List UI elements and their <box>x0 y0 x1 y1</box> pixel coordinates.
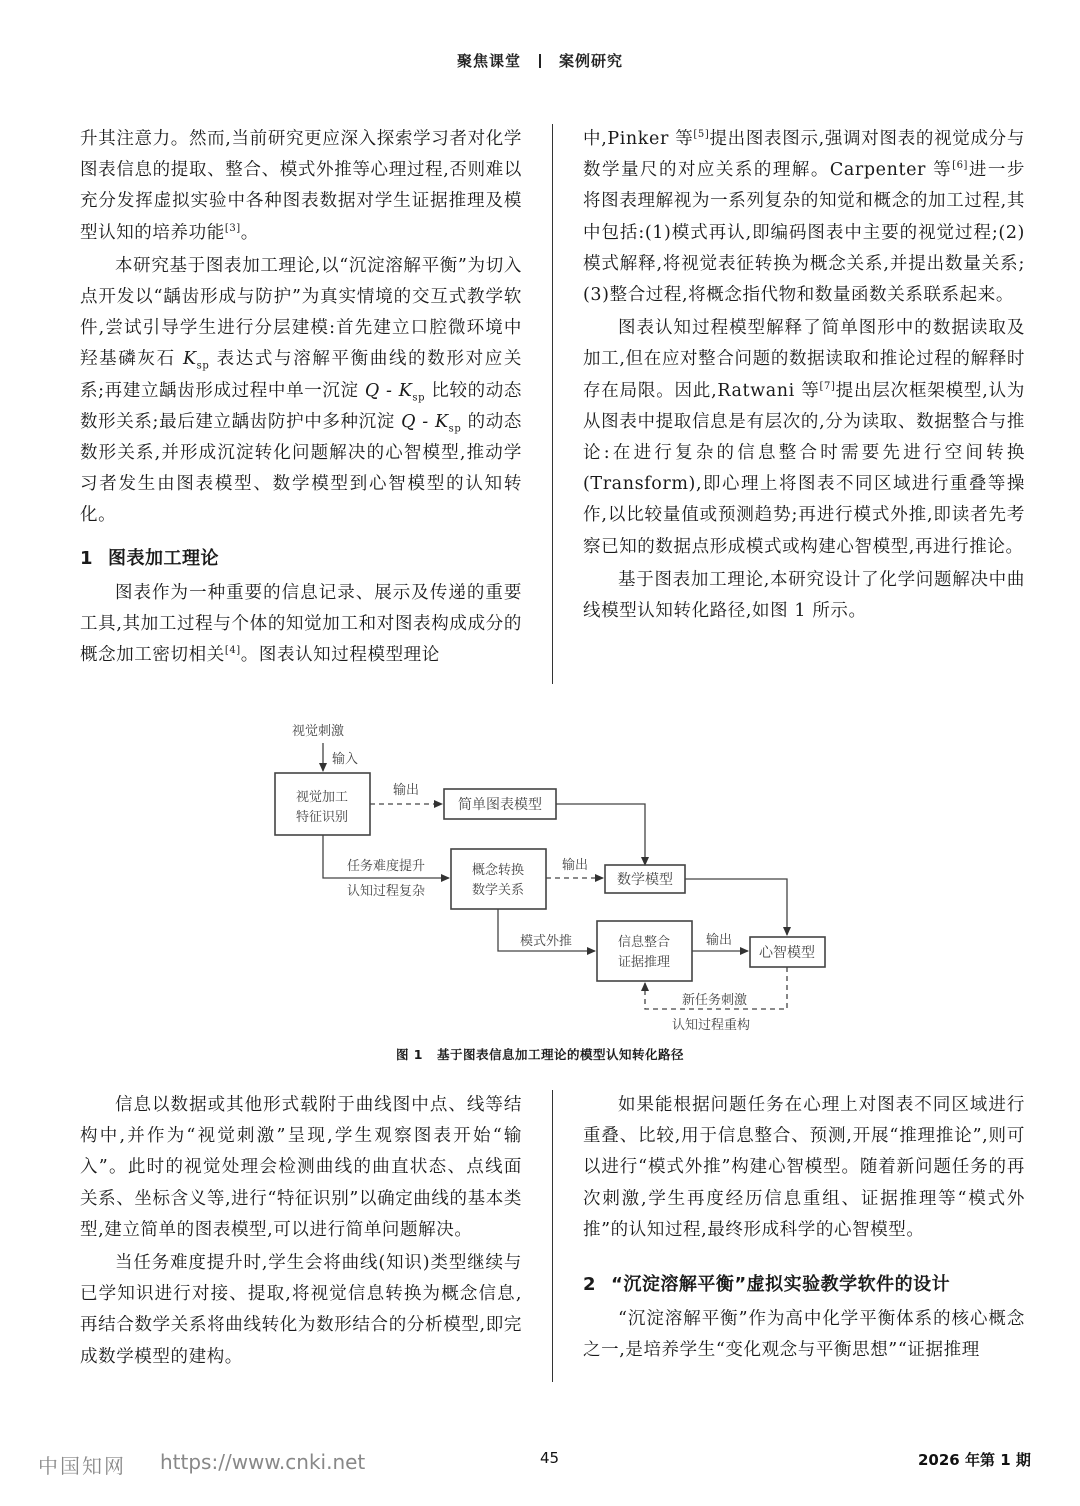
section-heading-1: 1 图表加工理论 <box>80 547 219 569</box>
cnki-brand: 中国知网 <box>38 1454 126 1478</box>
box1-line2: 特征识别 <box>295 810 349 825</box>
label-task-up: 任务难度提升 <box>347 859 426 874</box>
label-cog-rebuild: 认知过程重构 <box>672 1018 751 1033</box>
right-column-top <box>583 124 1025 627</box>
issue-label: 2026 年第 1 期 <box>918 1451 1031 1469</box>
paragraph: 中,Pinker 等[5]提出图表图示,强调对图表的视觉成分与数学量尺的对应关系的理解。Carpenter 等[6]进一步将图表理解视为一系列复杂的知觉和概念的加工过程,其中包括:(1)模式再认,即编码图表中主要的视觉过程;(2)模式解释,将视觉表征转换为概念关系,并提出数量关系;(3)整合过程,将概念指代物和数量函数关系联系起来。 <box>583 129 1025 306</box>
paragraph: 图表作为一种重要的信息记录、展示及传递的重要工具,其加工过程与个体的知觉加工和对图表构成成分的概念加工密切相关[4]。图表认知过程模型理论 <box>80 582 522 666</box>
paragraph: 基于图表加工理论,本研究设计了化学问题解决中曲线模型认知转化路径,如图 1 所示。 <box>583 569 1025 622</box>
box-info-integration <box>597 921 692 981</box>
running-header <box>0 50 1080 71</box>
label-output-2: 输出 <box>562 858 589 873</box>
label-mental-model: 心智模型 <box>759 945 815 961</box>
figure-1-diagram <box>0 705 1080 1040</box>
column-divider-bottom <box>552 1090 553 1382</box>
paragraph: 如果能根据问题任务在心理上对图表不同区域进行重叠、比较,用于信息整合、预测,开展“推理推论”,则可以进行“模式外推”构建心智模型。随着新问题任务的再次刺激,学生再度经历信息重组、证据推理等“模式外推”的认知过程,最终形成科学的心智模型。 <box>583 1095 1025 1240</box>
right-column-bottom <box>583 1090 1025 1366</box>
paragraph: 升其注意力。然而,当前研究更应深入探索学习者对化学图表信息的提取、整合、模式外推等心理过程,否则难以充分发挥虚拟实验中各种图表数据对学生证据推理及模型认知的培养功能[3]。 <box>80 129 522 243</box>
label-simple-chart-model: 简单图表模型 <box>458 797 542 813</box>
label-math-model: 数学模型 <box>617 872 673 888</box>
page-number: 45 <box>540 1449 560 1467</box>
label-cog-complex: 认知过程复杂 <box>347 884 426 899</box>
label-new-task: 新任务刺激 <box>682 993 748 1008</box>
header-section: 聚焦课堂 <box>456 52 521 70</box>
header-category: 案例研究 <box>559 52 624 70</box>
paragraph: 本研究基于图表加工理论,以“沉淀溶解平衡”为切入点开发以“龋齿形成与防护”为真实情境的交互式教学软件,尝试引导学生进行分层建模:首先建立口腔微环境中羟基磷灰石 $K_{sp}$ 表达式与溶解平衡曲线的数形对应关系;再建立龋齿形成过程中单一沉淀 Q - $K_{sp}$ 比较的动态数形关系;最后建立龋齿防护中多种沉淀 Q - $K_{sp}$ 的动态数形关系,并形成沉淀转化问题解决的心智模型,推动学习者发生由图表模型、数学模型到心智模型的认知转化。 <box>80 255 522 526</box>
column-divider-top <box>552 124 553 684</box>
label-input: 输入 <box>332 752 359 767</box>
paragraph: “沉淀溶解平衡”作为高中化学平衡体系的核心概念之一,是培养学生“变化观念与平衡思想”“证据推理 <box>583 1309 1025 1361</box>
box2-line1: 概念转换 <box>471 863 525 878</box>
label-pattern-extrap: 模式外推 <box>520 934 573 949</box>
left-column-top <box>80 124 522 671</box>
cnki-url[interactable]: https://www.cnki.net <box>160 1450 366 1474</box>
box3-line1: 信息整合 <box>617 935 671 950</box>
box-concept-conversion <box>451 849 546 909</box>
label-output-3: 输出 <box>706 933 733 948</box>
box2-line2: 数学关系 <box>471 883 525 898</box>
section-heading-2: 2 “沉淀溶解平衡”虚拟实验教学软件的设计 <box>583 1274 951 1296</box>
figure-label: 图 1 <box>395 1047 424 1062</box>
paragraph: 当任务难度提升时,学生会将曲线(知识)类型继续与已学知识进行对接、提取,将视觉信息转换为概念信息,再结合数学关系将曲线转化为数形结合的分析模型,即完成数学模型的建构。 <box>80 1253 522 1367</box>
box3-line2: 证据推理 <box>617 955 671 970</box>
label-output-1: 输出 <box>393 783 420 798</box>
label-visual-stimulus: 视觉刺激 <box>292 724 345 739</box>
chart-to-math-arrow <box>556 804 645 865</box>
box1-line1: 视觉加工 <box>295 790 349 805</box>
left-column-bottom <box>80 1090 522 1373</box>
figure-caption-text: 基于图表信息加工理论的模型认知转化路径 <box>437 1047 685 1062</box>
header-divider <box>539 54 541 68</box>
paragraph: 图表认知过程模型解释了简单图形中的数据读取及加工,但在应对整合问题的数据读取和推论过程的解释时存在局限。因此,Ratwani 等[7]提出层次框架模型,认为从图表中提取信息是有层次的,分为读取、数据整合与推论:在进行复杂的信息整合时需要先进行空间转换(Transform),即心理上将图表不同区域进行重叠等操作,以比较量值或预测趋势;再进行模式外推,即读者先考察已知的数据点形成模式或构建心智模型,再进行推论。 <box>583 318 1025 557</box>
math-to-mental-arrow <box>685 879 787 935</box>
paragraph: 信息以数据或其他形式载附于曲线图中点、线等结构中,并作为“视觉刺激”呈现,学生观察图表开始“输入”。此时的视觉处理会检测曲线的曲直状态、点线面关系、坐标含义等,进行“特征识别”以确定曲线的基本类型,建立简单的图表模型,可以进行简单问题解决。 <box>80 1095 522 1240</box>
figure-caption <box>0 1045 1080 1063</box>
